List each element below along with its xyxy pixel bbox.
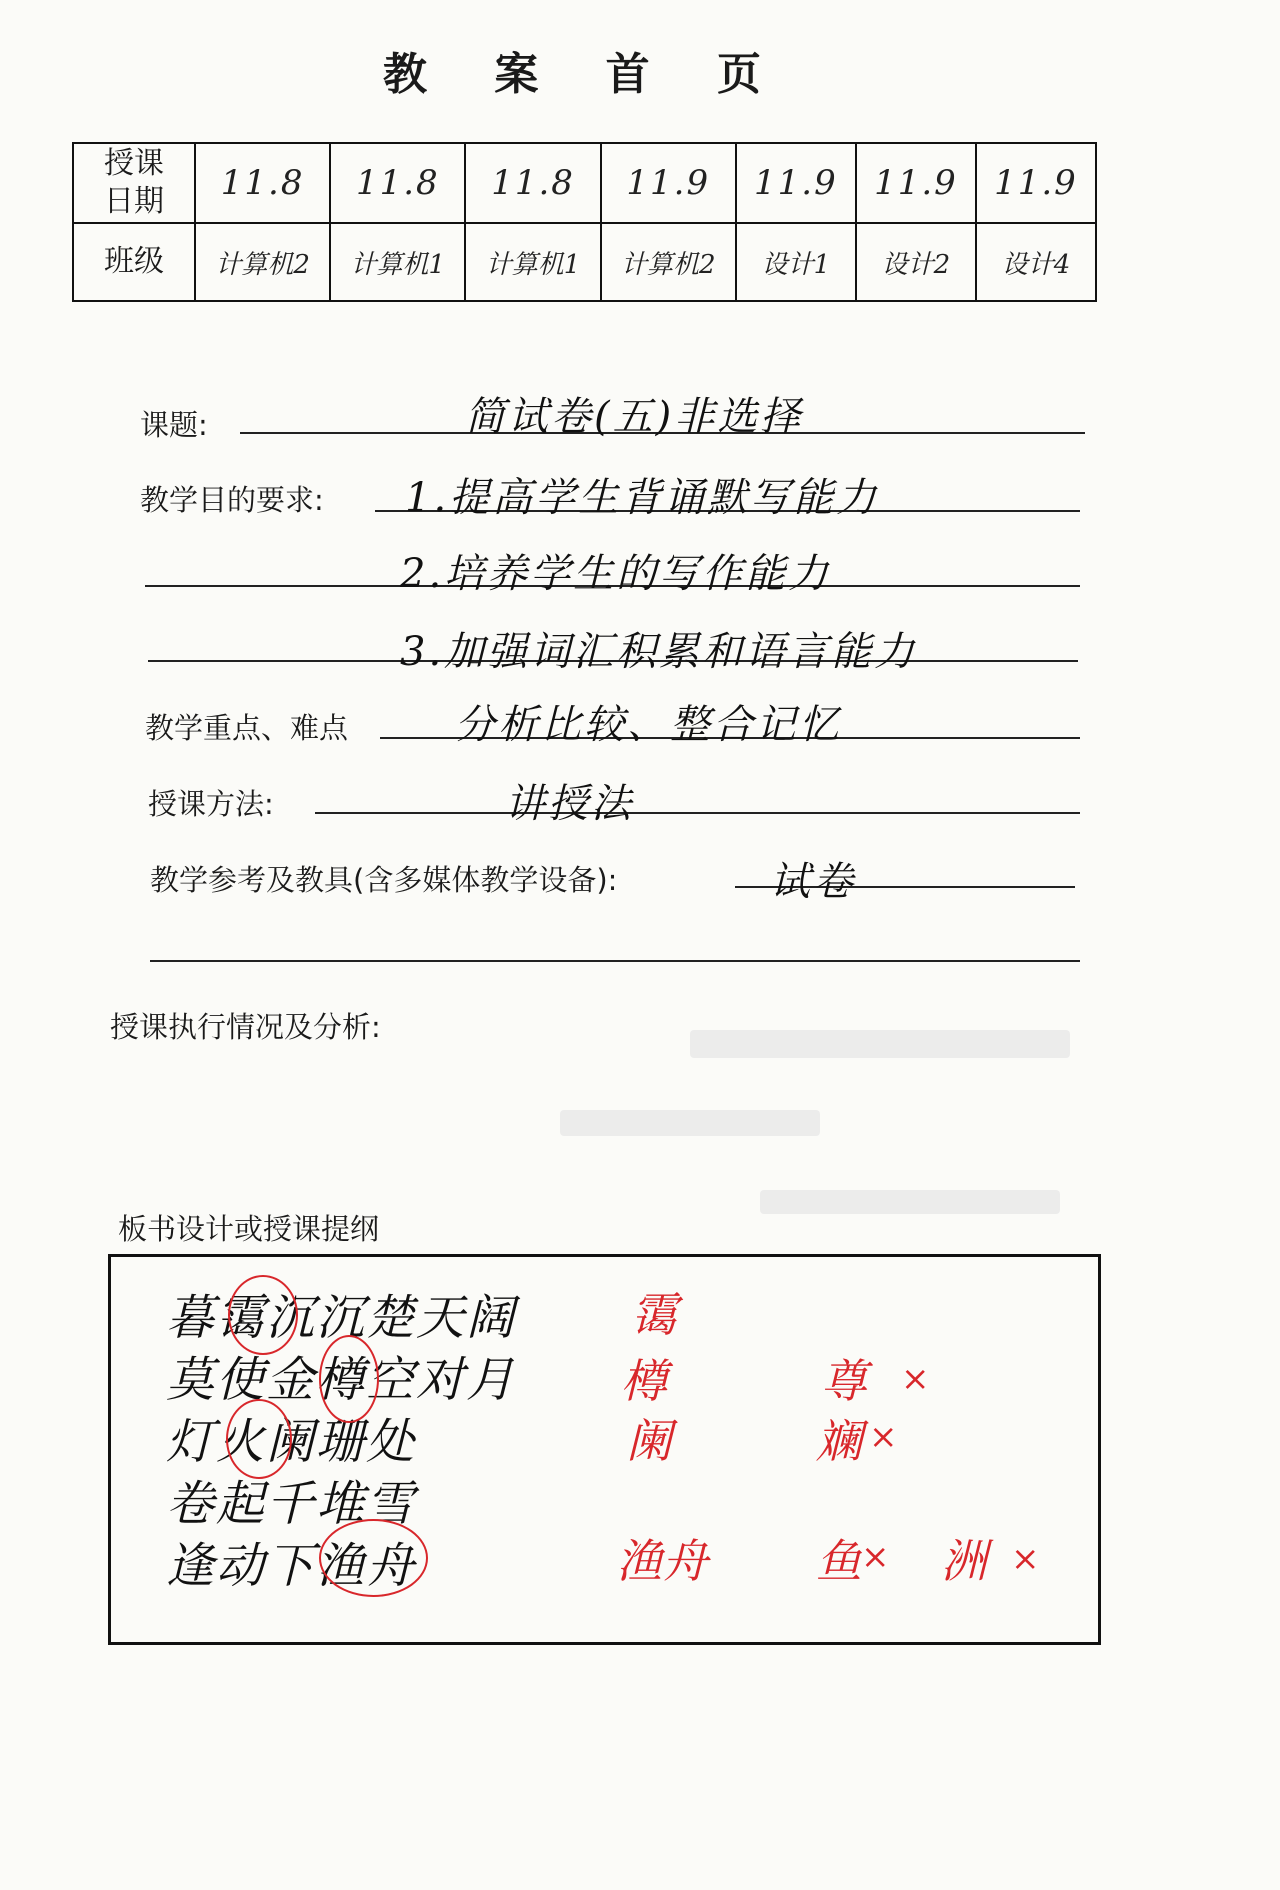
reference-value: 试卷 (770, 859, 856, 905)
date-cell: 11.9 (736, 143, 856, 223)
class-cell: 计算机2 (195, 223, 330, 301)
error-circle (319, 1335, 379, 1423)
bleed-through-mark (560, 1110, 820, 1136)
board-label: 板书设计或授课提纲 (118, 1212, 380, 1246)
bleed-through-mark (760, 1190, 1060, 1214)
goal-item: 3.加强词汇积累和语言能力 (400, 629, 918, 675)
date-header: 授课 日期 (73, 143, 195, 223)
board-line: 卷起千堆雪 (166, 1476, 417, 1532)
date-cell: 11.9 (976, 143, 1096, 223)
method-label: 授课方法: (148, 787, 274, 821)
class-cell: 设计1 (736, 223, 856, 301)
board-line: 逢动下渔舟 (166, 1538, 417, 1594)
goal-item: 1.提高学生背诵默写能力 (405, 475, 880, 521)
key-points-label: 教学重点、难点 (145, 711, 349, 745)
error-circle (319, 1519, 428, 1597)
class-header: 班级 (73, 223, 195, 301)
bleed-through-mark (690, 1030, 1070, 1058)
goal-item: 2.培养学生的写作能力 (400, 551, 832, 597)
date-cell: 11.8 (195, 143, 330, 223)
execution-label: 授课执行情况及分析: (110, 1010, 381, 1044)
board-line: 莫使金樽空对月 (166, 1352, 517, 1408)
correction-correct: 阑 (626, 1414, 672, 1468)
date-cell: 11.9 (601, 143, 736, 223)
class-cell: 计算机1 (465, 223, 600, 301)
board-box (108, 1254, 1101, 1645)
error-circle (228, 1275, 298, 1355)
board-line: 暮霭沉沉楚天阔 (166, 1290, 517, 1346)
date-cell: 11.9 (856, 143, 976, 223)
key-points-value: 分析比较、整合记忆 (455, 702, 842, 748)
correction-correct: 渔舟 (616, 1534, 708, 1588)
class-cell: 计算机2 (601, 223, 736, 301)
class-cell: 设计4 (976, 223, 1096, 301)
wrong-mark: × (901, 1359, 930, 1399)
class-row (73, 223, 1096, 301)
wrong-mark: × (869, 1417, 898, 1457)
schedule-table (72, 142, 1097, 302)
wrong-mark: × (1011, 1539, 1040, 1579)
blank-line (150, 960, 1080, 962)
topic-value: 简试卷(五)非选择 (465, 394, 804, 440)
board-line: 灯火阑珊处 (166, 1414, 417, 1470)
error-circle (226, 1399, 292, 1479)
correction-wrong: 斓 (816, 1414, 862, 1468)
correction-wrong: 洲 (941, 1534, 987, 1588)
wrong-mark: × (861, 1537, 890, 1577)
method-underline (315, 812, 1080, 814)
date-cell: 11.8 (465, 143, 600, 223)
reference-label: 教学参考及教具(含多媒体教学设备): (150, 863, 618, 897)
method-value: 讲授法 (505, 781, 634, 827)
correction-correct: 霭 (631, 1288, 677, 1342)
class-cell: 计算机1 (330, 223, 465, 301)
correction-correct: 樽 (621, 1354, 667, 1408)
date-row (73, 143, 1096, 223)
correction-wrong: 尊 (821, 1354, 867, 1408)
topic-label: 课题: (140, 408, 208, 442)
page-title: 教 案 首 页 (383, 49, 787, 100)
correction-wrong: 鱼 (816, 1534, 862, 1588)
class-cell: 设计2 (856, 223, 976, 301)
goals-label: 教学目的要求: (140, 483, 324, 517)
date-cell: 11.8 (330, 143, 465, 223)
